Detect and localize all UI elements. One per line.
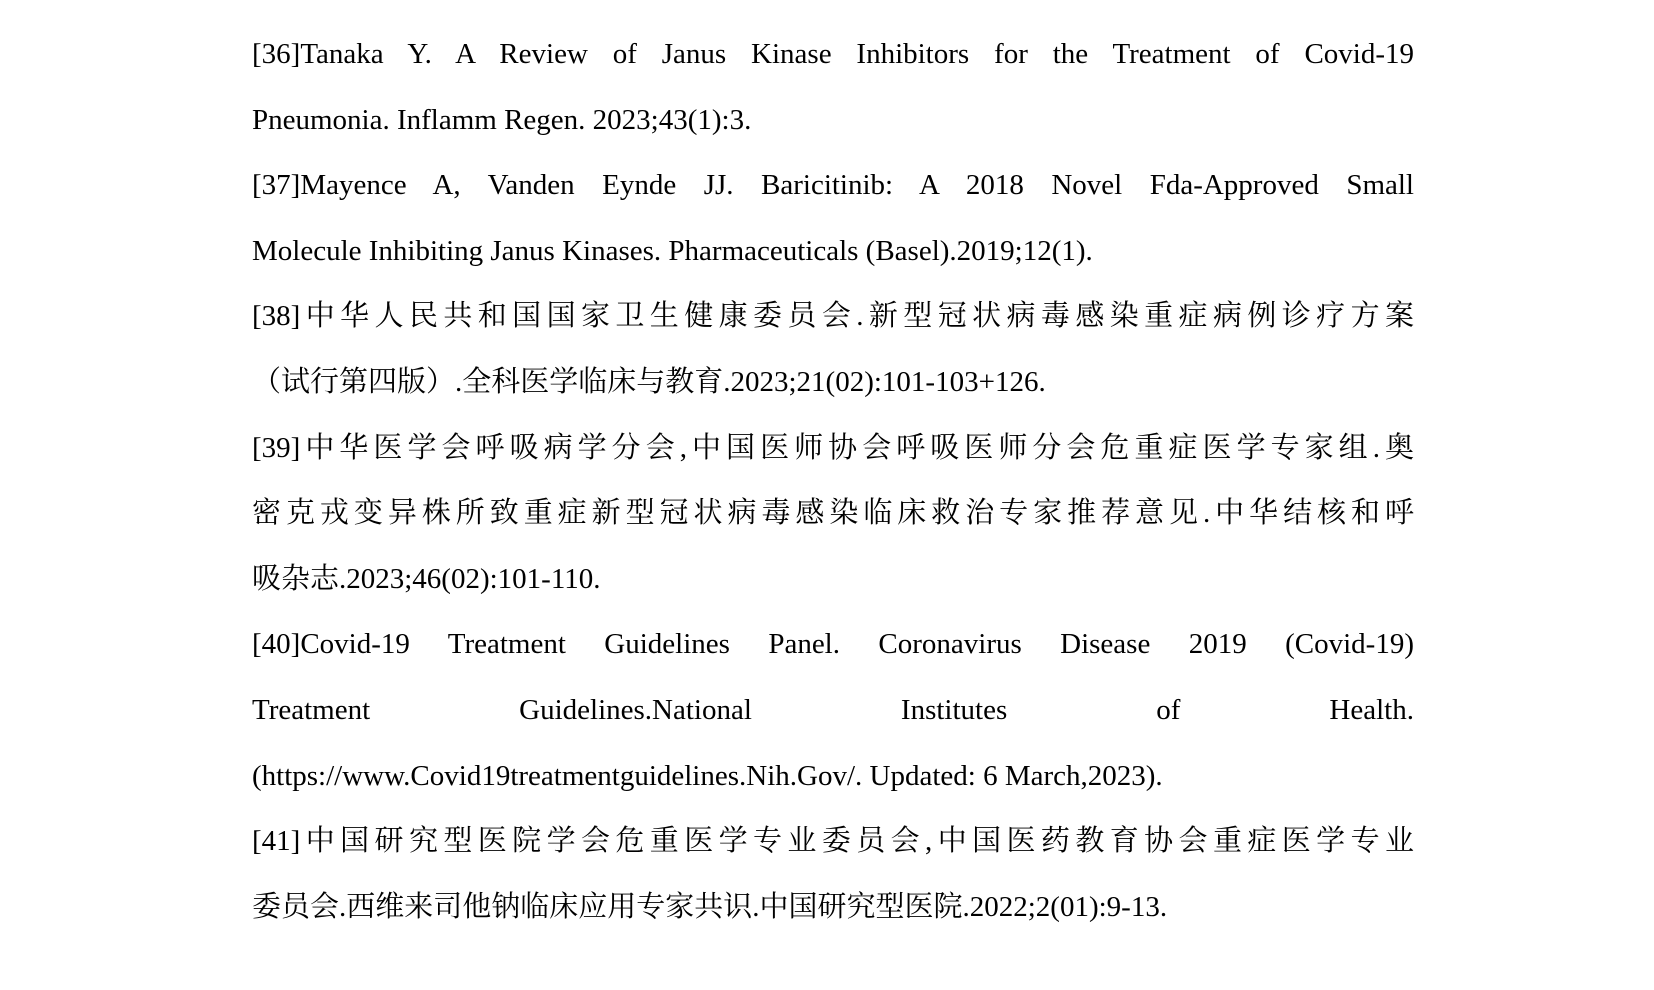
reference-41-number: [41]: [252, 825, 301, 858]
reference-41-line-2: 委员会.西维来司他钠临床应用专家共识.中国研究型医院.2022;2(01):9-13.: [252, 890, 1168, 923]
reference-37: [252, 153, 1414, 284]
reference-39: [252, 416, 1414, 613]
reference-36-line-2: Pneumonia. Inflamm Regen. 2023;43(1):3.: [252, 103, 752, 136]
reference-38-number: [38]: [252, 300, 301, 333]
reference-39-text-1: 中华医学会呼吸病学分会,中国医师协会呼吸医师分会危重症医学专家组.奥: [300, 431, 1414, 464]
reference-38: [252, 284, 1414, 415]
reference-38-line-2: （试行第四版）.全科医学临床与教育.2023;21(02):101-103+126.: [252, 365, 1046, 398]
reference-39-number: [39]: [252, 431, 301, 464]
reference-36: [252, 22, 1414, 153]
reference-37-text-1: Mayence A, Vanden Eynde JJ. Baricitinib: A 2018 Novel Fda-Approved Small: [300, 169, 1414, 202]
reference-41-text-1: 中国研究型医院学会危重医学专业委员会,中国医药教育协会重症医学专业: [300, 825, 1414, 858]
reference-39-line-3: 吸杂志.2023;46(02):101-110.: [252, 562, 601, 595]
reference-38-line-1: [252, 284, 1414, 350]
reference-41-line-1: [252, 809, 1414, 875]
reference-38-text-1: 中华人民共和国国家卫生健康委员会.新型冠状病毒感染重症病例诊疗方案: [300, 300, 1414, 333]
reference-41: [252, 809, 1414, 940]
reference-40-line-3: (https://www.Covid19treatmentguidelines.Nih.Gov/. Updated: 6 March,2023).: [252, 759, 1163, 792]
reference-37-line-1: [252, 153, 1414, 219]
reference-39-line-1: [252, 416, 1414, 482]
reference-40-line-1: [252, 612, 1414, 678]
reference-37-number: [37]: [252, 169, 301, 202]
reference-list: [252, 22, 1414, 940]
reference-36-number: [36]: [252, 38, 301, 70]
reference-40-text-1: Covid-19 Treatment Guidelines Panel. Coronavirus Disease 2019 (Covid-19): [300, 628, 1414, 661]
reference-37-line-2: Molecule Inhibiting Janus Kinases. Pharmaceuticals (Basel).2019;12(1).: [252, 234, 1093, 267]
reference-40-line-2: Treatment Guidelines.National Institutes of Health.: [252, 693, 1414, 726]
reference-40-number: [40]: [252, 628, 301, 661]
reference-39-line-2: 密克戎变异株所致重症新型冠状病毒感染临床救治专家推荐意见.中华结核和呼: [252, 497, 1414, 530]
reference-36-line-1: [252, 22, 1414, 88]
reference-40: [252, 612, 1414, 809]
reference-36-text-1: Tanaka Y. A Review of Janus Kinase Inhibitors for the Treatment of Covid-19: [300, 38, 1414, 70]
